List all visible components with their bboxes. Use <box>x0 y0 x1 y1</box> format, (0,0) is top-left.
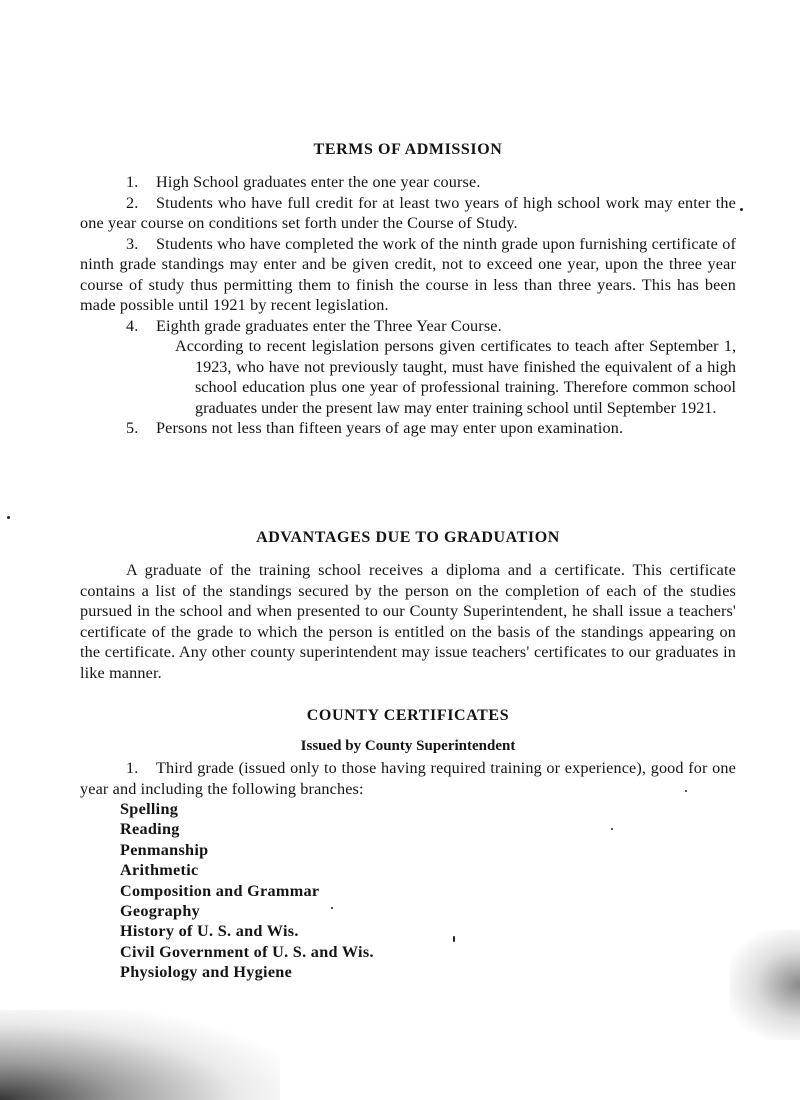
branch-item: Spelling <box>120 800 179 818</box>
terms-of-admission-heading: TERMS OF ADMISSION <box>313 141 503 158</box>
branch-item: Penmanship <box>120 840 209 859</box>
county-certificates-subheading: Issued by County Superintendent <box>300 738 516 754</box>
advantages-body <box>80 560 736 683</box>
terms-item-3: 3. Students who have completed the work of the ninth grade upon furnishing certificate of ninth grade standings may enter and be given credit, not to exceed one year, upon the three year course of study thus permitting them to finish the course in less than three years. This has been made possible until 1921 by recent legislation. <box>80 234 736 314</box>
paper-speck <box>7 516 10 519</box>
branch-item: Arithmetic <box>120 861 199 880</box>
paper-speck <box>331 907 333 909</box>
terms-item-4-note: According to recent legislation persons given certificates to teach after September 1, 1923, who have not previously taught, must have finished the equivalent of a high school education plus one year of professional training. Therefore common school graduates under the present law may enter training school until September 1921. <box>175 337 736 417</box>
branch-item: Geography <box>120 902 201 921</box>
terms-item-4: 4. Eighth grade graduates enter the Three Year Course. <box>126 316 502 335</box>
terms-item-2: 2. Students who have full credit for at least two years of high school work may enter the one year course on conditions set forth under the Course of Study. <box>80 193 736 232</box>
terms-item-1: 1. High School graduates enter the one year course. <box>126 173 481 191</box>
paper-speck <box>453 936 455 942</box>
branch-item: Physiology and Hygiene <box>120 963 293 982</box>
paper-speck <box>685 790 687 792</box>
terms-list <box>80 172 736 439</box>
terms-of-admission-section <box>80 140 736 160</box>
advantages-section <box>80 528 736 548</box>
county-body <box>80 758 736 983</box>
branch-item: Reading <box>120 820 180 839</box>
county-certificates-heading: COUNTY CERTIFICATES <box>306 707 510 724</box>
advantages-heading: ADVANTAGES DUE TO GRADUATION <box>256 529 560 546</box>
scan-smudge <box>0 1010 280 1100</box>
paper-speck <box>611 828 613 830</box>
county-certificates-section <box>80 706 736 726</box>
terms-item-5: 5. Persons not less than fifteen years of age may enter upon examination. <box>126 419 624 437</box>
paper-speck <box>740 208 743 211</box>
branches-list <box>80 799 736 983</box>
branch-item: Composition and Grammar <box>120 881 320 900</box>
advantages-paragraph: A graduate of the training school receives a diploma and a certificate. This certificate contains a list of the standings secured by the person on the completion of each of the studies pursued in the school and when presented to our County Superintendent, he shall issue a teachers' certificate of the grade to which the person is entitled on the basis of the standings appearing on the certificate. Any other county superintendent may issue teachers' certificates to our graduates in like manner. <box>80 561 736 682</box>
branch-item: Civil Government of U. S. and Wis. <box>120 942 374 961</box>
county-subheading-wrap <box>80 736 736 756</box>
county-item-1: 1. Third grade (issued only to those having required training or experience), good for one year and including the following branches: <box>80 759 736 798</box>
branch-item: History of U. S. and Wis. <box>120 922 299 941</box>
scan-smudge <box>730 930 800 1040</box>
